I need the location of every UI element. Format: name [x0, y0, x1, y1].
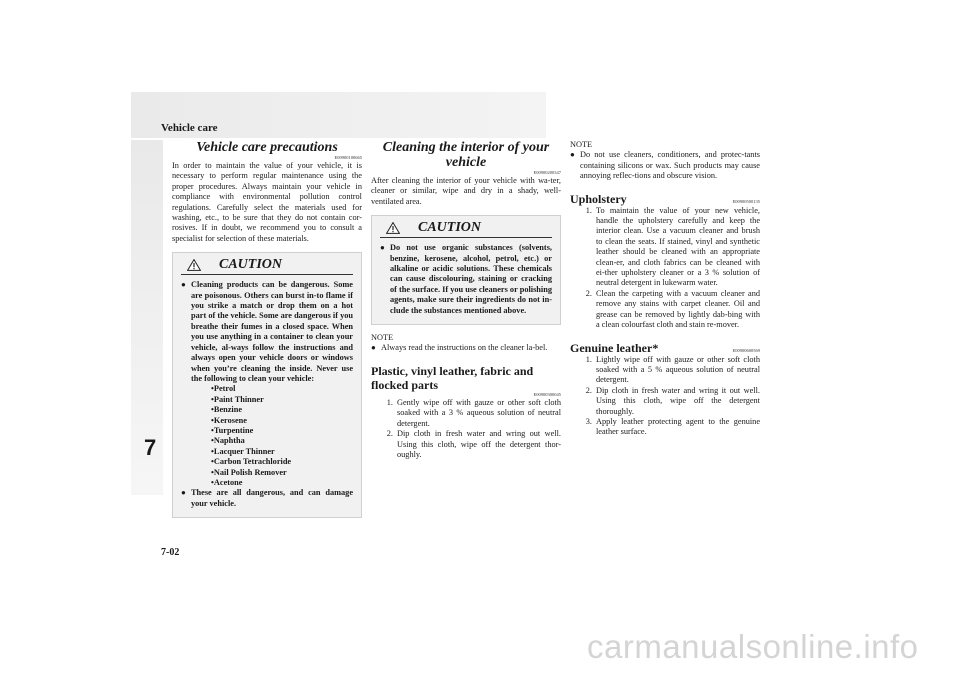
list-item: • Kerosene — [211, 416, 353, 426]
running-header: Vehicle care — [161, 122, 218, 134]
list-item — [570, 386, 760, 417]
list-item: • Turpentine — [211, 426, 353, 436]
list-item: • Benzine — [211, 405, 353, 415]
list-item — [371, 429, 561, 460]
section-code: E00900200347 — [533, 170, 561, 175]
column-cleaning-interior — [371, 140, 561, 460]
warning-triangle-icon — [187, 259, 201, 271]
step-number: 1. — [386, 397, 393, 407]
list-item — [570, 206, 760, 289]
column-vehicle-care-precautions — [172, 140, 362, 518]
bullet-icon: ● — [181, 488, 186, 498]
caution-box — [371, 215, 561, 325]
list-item — [570, 417, 760, 438]
caution-label: CAUTION — [418, 220, 482, 236]
list-item: • Naphtha — [211, 436, 353, 446]
subsection-heading: Genuine leather* — [570, 340, 659, 355]
list-item — [570, 355, 760, 386]
caution-text: Cleaning products can be dangerous. Some are poisonous. Others can burst in-to flame if you strike a match or drop them on a hot part of the vehicle. Some are dangerous if you breathe their fumes in a closed space. When you use anything in a container to clean your vehicle, al-ways follow the instructions and always open your vehicle doors or windows when you’re cleaning the inside. Never use the following to clean your vehicle: — [191, 280, 353, 383]
subsection-code: E00900600569 — [732, 347, 760, 353]
note-text: Always read the instructions on the cleaner la-bel. — [381, 343, 548, 353]
chapter-number: 7 — [144, 435, 157, 460]
list-item — [570, 289, 760, 331]
list-item — [371, 398, 561, 429]
note-label: NOTE — [570, 140, 593, 149]
step-text: Lightly wipe off with gauze or other soft cloth soaked with a 5 % aqueous solution of neutral detergent. — [596, 354, 760, 385]
step-number: 1. — [585, 354, 592, 364]
step-number: 1. — [585, 205, 592, 215]
section-title: Cleaning the interior of your vehicle — [382, 140, 550, 170]
step-text: Apply leather protecting agent to the genuine leather surface. — [596, 416, 760, 437]
bullet-icon: ● — [380, 243, 385, 253]
caution-text: These are all dangerous, and can damage your vehicle. — [191, 488, 353, 508]
step-number: 2. — [585, 288, 592, 298]
bullet-icon: ● — [371, 343, 376, 353]
list-item: • Acetone — [211, 478, 353, 488]
list-item: • Lacquer Thinner — [211, 447, 353, 457]
step-text: Clean the carpeting with a vacuum cleaner and remove any stains with carpet cleaner. Oil and grease can be removed by lightly dab-bing with a clean colourfast cloth and stain re-mover. — [596, 288, 760, 330]
list-item: • Petrol — [211, 384, 353, 394]
note-item — [371, 343, 561, 353]
step-text: To maintain the value of your new vehicle, handle the upholstery carefully and keep the interior clean. Use a vacuum cleaner and brush to clean the seats. If stained, vinyl and synthetic leather should be cleaned with an appropriate clean-er, and cloth fabrics can be cleaned with ei-ther upholstery cleaner or a 3 % solution of neutral detergent in lukewarm water. — [596, 205, 760, 288]
caution-box — [172, 252, 362, 518]
leather-heading-row — [570, 331, 760, 355]
warning-triangle-icon — [386, 222, 400, 234]
subsection-code: E00900300045 — [533, 391, 561, 397]
list-item: • Carbon Tetrachloride — [211, 457, 353, 467]
intro-text: After cleaning the interior of your vehicle with wa-ter, cleaner or similar, wipe and dry in a shady, well-ventilated area. — [371, 176, 561, 206]
subsection-code: E00900500135 — [732, 198, 760, 204]
step-number: 2. — [585, 385, 592, 395]
note-text: Do not use cleaners, conditioners, and protec-tants containing silicons or wax. Such products may cause annoying reflec-tions and obscure vision. — [580, 150, 760, 181]
step-text: Dip cloth in fresh water and wring out well. Using this cloth, wipe off the detergent thor-oughly. — [397, 429, 561, 459]
note-item — [570, 150, 760, 181]
caution-label: CAUTION — [219, 257, 283, 273]
section-code: E00900100665 — [334, 155, 362, 160]
list-item: • Nail Polish Remover — [211, 468, 353, 478]
caution-item — [380, 243, 552, 316]
subsection-heading: Plastic, vinyl leather, fabric and flocked parts — [371, 363, 534, 392]
step-text: Gently wipe off with gauze or other soft cloth soaked with a 3 % aqueous solution of neutral detergent. — [397, 397, 561, 428]
note-label: NOTE — [371, 333, 394, 343]
bullet-icon: ● — [570, 150, 575, 160]
bullet-icon: ● — [181, 280, 186, 290]
substance-list — [211, 384, 353, 488]
section-title: Vehicle care precautions — [196, 140, 338, 155]
upholstery-heading-row — [570, 182, 760, 206]
caution-text: Do not use organic substances (solvents, benzine, kerosene, alcohol, petrol, etc.) or alkaline or acidic solutions. These chemicals can cause discolouring, staining or cracking of the surface. If you use cleaners or polishing agents, make sure their ingredients do not in-clude the substances mentioned above. — [390, 243, 552, 315]
caution-header — [181, 259, 353, 275]
subsection-heading: Upholstery — [570, 191, 627, 206]
caution-item — [181, 488, 353, 509]
step-text: Dip cloth in fresh water and wring it out well. Using this cloth, wipe off the detergent thoroughly. — [596, 385, 760, 416]
page-number: 7-02 — [161, 547, 180, 558]
caution-header — [380, 222, 552, 238]
watermark: carmanualsonline.info — [587, 628, 919, 665]
list-item: • Paint Thinner — [211, 395, 353, 405]
step-number: 3. — [585, 416, 592, 426]
column-upholstery — [570, 140, 760, 438]
caution-item — [181, 280, 353, 384]
intro-text: In order to maintain the value of your vehicle, it is necessary to perform regular maintenance using the proper procedures. Always maintain your vehicle in compliance with environmental pollution control regulations. Carefully select the materials used for washing, etc., to be sure that they do not contain cor-rosives. If in doubt, we recommend you to consult a specialist for selection of these materials. — [172, 161, 362, 243]
step-number: 2. — [386, 429, 393, 439]
